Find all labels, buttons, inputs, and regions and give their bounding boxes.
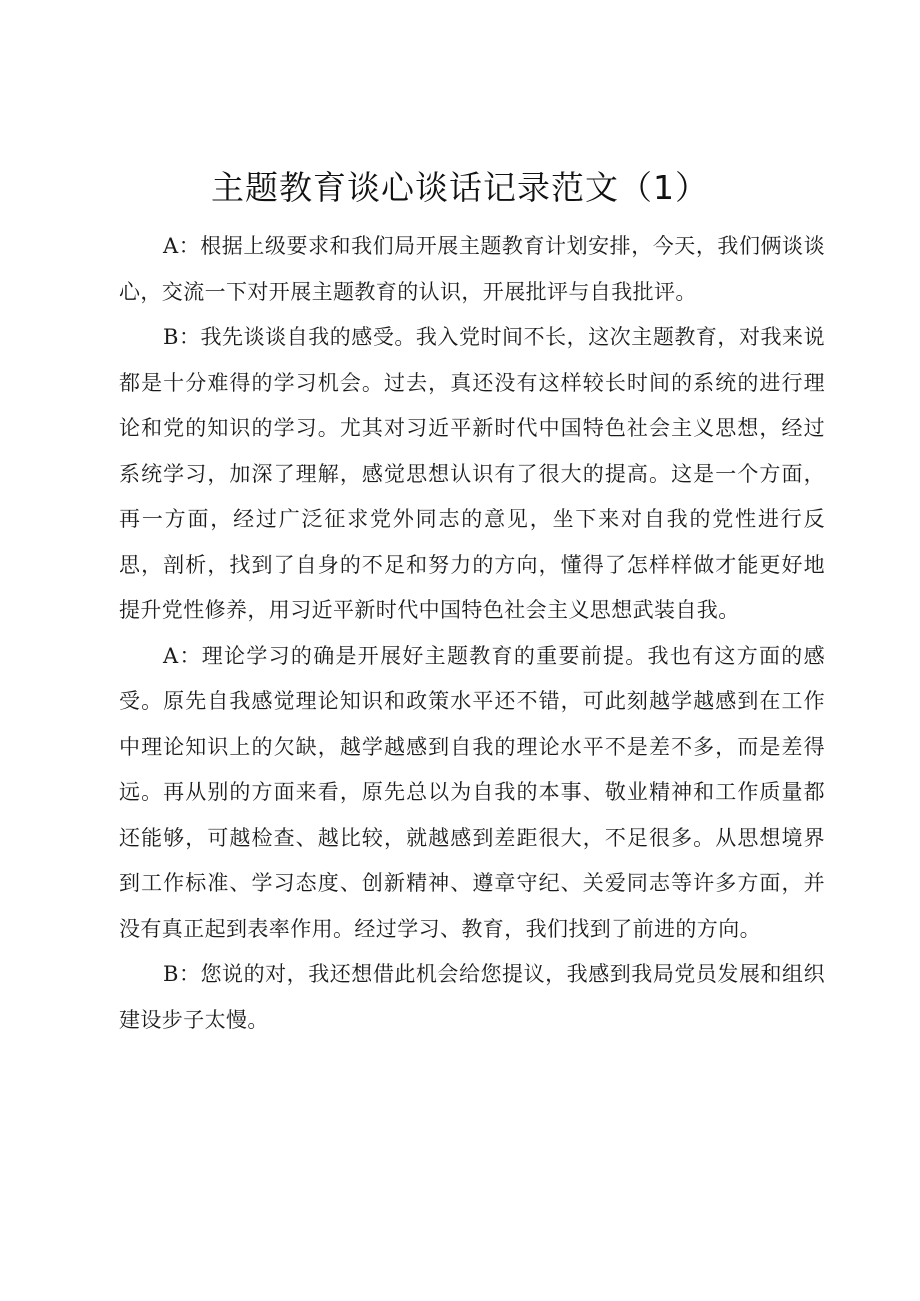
paragraph-4: B：您说的对，我还想借此机会给您提议，我感到我局党员发展和组织建设步子太慢。: [119, 962, 825, 1032]
paragraph-2: B：我先谈谈自我的感受。我入党时间不长，这次主题教育，对我来说都是十分难得的学习机会。过去，真还没有这样较长时间的系统的进行理论和党的知识的学习。尤其对习近平新时代中国特色社会主义思想，经过系统学习，加深了理解，感觉思想认识有了很大的提高。这是一个方面，再一方面，经过广泛征求党外同志的意见，坐下来对自我的党性进行反思，剖析，找到了自身的不足和努力的方向，懂得了怎样样做才能更好地提升党性修养，用习近平新时代中国特色社会主义思想武装自我。: [119, 325, 825, 622]
paragraph-3: A：理论学习的确是开展好主题教育的重要前提。我也有这方面的感受。原先自我感觉理论知识和政策水平还不错，可此刻越学越感到在工作中理论知识上的欠缺，越学越感到自我的理论水平不是差不多，而是差得远。再从别的方面来看，原先总以为自我的本事、敬业精神和工作质量都还能够，可越检查、越比较，就越感到差距很大，不足很多。从思想境界到工作标准、学习态度、创新精神、遵章守纪、关爱同志等许多方面，并没有真正起到表率作用。经过学习、教育，我们找到了前进的方向。: [119, 643, 825, 941]
document-body: [119, 224, 825, 1043]
document-title: 主题教育谈心谈话记录范文（1）: [211, 168, 709, 207]
paragraph-1: A：根据上级要求和我们局开展主题教育计划安排，今天，我们俩谈谈心，交流一下对开展主题教育的认识，开展批评与自我批评。: [119, 234, 825, 304]
